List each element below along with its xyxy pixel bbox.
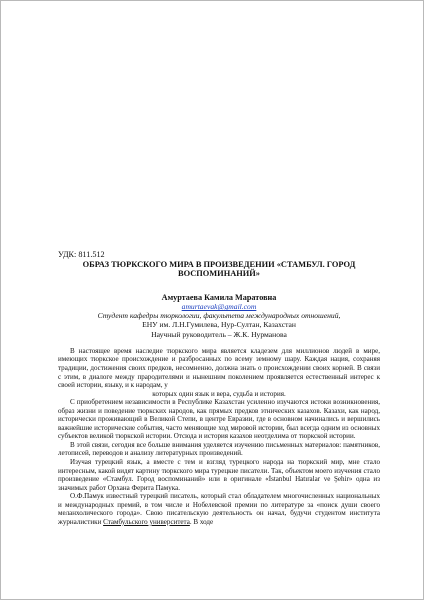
document-page — [58, 250, 380, 526]
paragraph-1-end: которых один язык и вера, судьба и история. — [152, 389, 286, 398]
supervisor: Научный руководитель – Ж.К. Нурманова — [151, 329, 287, 339]
author-block — [58, 293, 380, 339]
author-name: Амуртаева Камила Маратовна — [161, 292, 277, 302]
paragraph-5 — [58, 492, 380, 526]
article-body — [58, 347, 380, 526]
paragraph-3: В этой связи, сегодня все больше внимания уделяется изучению письменных материалов: памятников, летописей, переводов и анализу литературных произведений. — [58, 440, 380, 458]
paragraph-1: В настоящее время наследие тюркского мира является кладезем для миллионов людей в мире, имеющих тюркское происхождение и разбросанных по всему земному шару. Каждая нация, сохраняя традиции, достижения своих предков, несомненно, должна знать о происхождении своих корней. В связи с этим, в диалоге между прародителями и нынешним поколением проявляется естественный интерес к своей истории, языку, и к народам, у — [58, 346, 380, 390]
paragraph-5-tail: . В ходе — [189, 517, 214, 526]
udc-code: УДК: 811.512 — [58, 250, 105, 259]
article-title: ОБРАЗ ТЮРКСКОГО МИРА В ПРОИЗВЕДЕНИИ «СТАМБУЛ. ГОРОД ВОСПОМИНАНИЙ» — [82, 259, 356, 279]
paragraph-5-text: О.Ф.Памук известный турецкий писатель, который стал обладателем многочисленных национальных и международных премий, в том числе и Нобелевской премии по литературе за «поиск души своего меланхолического города». Свою писательскую деятельность он начал, будучи студентом института журналистики — [58, 492, 380, 526]
paragraph-4: Изучая турецкий язык, а вместе с тем и взгляд турецкого народа на тюркский мир, мне стало интересным, какой видят картину тюркского мира турецкие писатели. Так, объектом моего изучения стало произведение «Стамбул. Город воспоминаний» или в оригинале «İstanbul Hatıralar ve Şehir» одна из значимых работ Орхана Ферита Памука. — [58, 458, 380, 492]
paragraph-2: С приобретением независимости в Республике Казахстан усиленно изучаются истоки возникновения, образ жизни и поведение тюркских народов, как прямых предков этнических казахов. Казахи, как народ, исторически проживающий в Великой Степи, в центре Евразии, где в основном начинались и вершились важнейшие исторические события, часто меняющие ход мировой истории, был всегда одним из основных субъектов великой тюркской истории. Отсюда и история казахов неотделима от тюркской истории. — [58, 398, 380, 441]
university-link[interactable]: Стамбульского университета — [103, 517, 190, 526]
author-email-link[interactable]: amurtaevak@gmail.com — [181, 302, 257, 312]
author-university: ЕНУ им. Л.Н.Гумилева, Нур-Султан, Казахстан — [142, 320, 296, 330]
author-affiliation: Студент кафедры тюркологии, факультета международных отношений, — [97, 311, 341, 321]
